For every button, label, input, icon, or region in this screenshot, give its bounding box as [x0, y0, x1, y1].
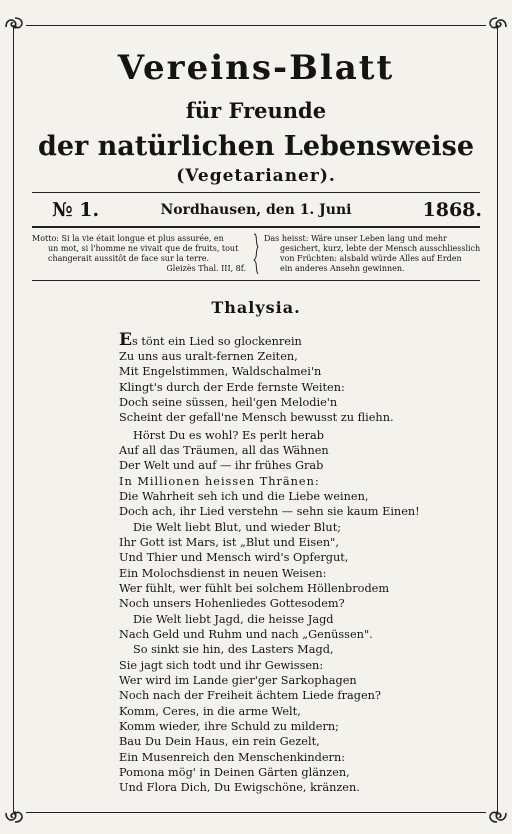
poem-verse: Noch unsers Hohenliedes Gottesodem?: [119, 597, 345, 611]
divider-rule: [32, 192, 480, 193]
poem-verse: Doch seine süssen, heil'gen Melodie'n: [119, 395, 338, 409]
poem-verse: Pomona mög' in Deinen Gärten glänzen,: [119, 765, 350, 779]
brace-icon: [251, 233, 261, 275]
motto-line: Motto: Si la vie était longue et plus assurée, en: [32, 234, 224, 243]
poem-verse: Ein Molochsdienst in neuen Weisen:: [119, 566, 327, 580]
poem-verse: Die Welt liebt Jagd, die heisse Jagd: [133, 613, 334, 626]
poem-verse: Ein Musenreich den Menschenkindern:: [119, 750, 346, 764]
divider-rule: [32, 280, 480, 281]
poem-verse: In Millionen heissen Thränen:: [119, 474, 320, 488]
poem-verse: Der Welt und auf — ihr frühes Grab: [119, 459, 324, 473]
poem-verse: Mit Engelstimmen, Waldschalmei'n: [119, 365, 322, 379]
poem-verse: Auf all das Träumen, all das Wähnen: [119, 444, 329, 458]
corner-ornament-icon: [2, 800, 28, 826]
poem-stanza: [119, 428, 489, 519]
poem-verse: Hörst Du es wohl? Es perlt herab: [133, 429, 325, 442]
poem-verse: Klingt's durch der Erde fernste Weiten:: [119, 380, 345, 394]
poem-stanza: [119, 330, 489, 425]
poem-verse: Wer fühlt, wer fühlt bei solchem Höllenbrodem: [119, 581, 390, 595]
motto-line: Das heisst: Wäre unser Leben lang und mehr: [264, 234, 447, 243]
poem-title: Thalysia.: [211, 298, 301, 317]
motto-line: un mot, si l'homme ne vivait que de fruits, tout: [48, 244, 239, 253]
poem-stanza: [119, 612, 489, 703]
poem-verse: Ihr Gott ist Mars, ist „Blut und Eisen",: [119, 536, 339, 550]
motto-french: [32, 234, 248, 274]
issue-number: № 1.: [52, 199, 100, 221]
motto-line: gesichert, kurz, lebte der Mensch ausschliesslich: [280, 244, 481, 253]
poem-verse: Die Wahrheit seh ich und die Liebe weinen,: [119, 489, 369, 503]
poem-verse: Doch ach, ihr Lied verstehn — sehn sie kaum Einen!: [119, 505, 420, 519]
poem-verse: So sinkt sie hin, des Lasters Magd,: [133, 643, 334, 657]
motto-line: ein anderes Ansehn gewinnen.: [280, 264, 405, 273]
corner-ornament-icon: [484, 14, 510, 40]
poem-verse: Komm wieder, ihre Schuld zu mildern;: [119, 720, 339, 734]
masthead-title: Vereins-Blatt: [117, 48, 395, 88]
poem-verse: Komm, Ceres, in die arme Welt,: [119, 705, 301, 718]
poem-verse: Und Flora Dich, Du Ewigschöne, kränzen.: [119, 781, 360, 795]
motto-line: changerait aussitôt de face sur la terre.: [48, 254, 210, 263]
masthead-subtitle-main: der natürlichen Lebensweise: [37, 131, 475, 162]
poem-verse: Scheint der gefall'ne Mensch bewusst zu fliehn.: [119, 411, 394, 425]
issue-dateline: Nordhausen, den 1. Juni: [160, 202, 352, 218]
frame-border-top: [26, 25, 486, 26]
poem-verse: Sie jagt sich todt und ihr Gewissen:: [119, 658, 324, 672]
drop-cap: E: [119, 330, 132, 350]
divider-rule: [32, 226, 480, 228]
poem-stanza: [119, 704, 489, 795]
masthead-subtitle-parenthetical: (Vegetarianer).: [176, 166, 336, 186]
frame-border-bottom: [26, 812, 486, 813]
motto-line: von Früchten: alsbald würde Alles auf Erden: [280, 254, 462, 263]
poem-verse: Bau Du Dein Haus, ein rein Gezelt,: [119, 735, 320, 749]
poem-stanza: [119, 520, 489, 611]
verse-text: s tönt ein Lied so glockenrein: [131, 335, 302, 348]
poem-verse: Nach Geld und Ruhm und nach „Genüssen".: [119, 628, 373, 642]
motto-german: [264, 234, 482, 274]
poem-verse: [119, 330, 489, 350]
poem-verse: Wer wird im Lande gier'ger Sarkophagen: [119, 673, 357, 687]
poem-verse: Die Welt liebt Blut, und wieder Blut;: [133, 521, 342, 534]
corner-ornament-icon: [2, 14, 28, 40]
poem-verse: Noch nach der Freiheit ächtem Liede fragen?: [119, 689, 381, 703]
corner-ornament-icon: [484, 800, 510, 826]
motto-citation: Gleizès Thal. III, 8f.: [166, 264, 246, 273]
masthead-subtitle: für Freunde: [185, 98, 327, 123]
issue-year: 1868.: [422, 199, 482, 221]
poem-verse: Zu uns aus uralt-fernen Zeiten,: [119, 350, 298, 364]
poem-verse: Und Thier und Mensch wird's Opfergut,: [119, 551, 349, 565]
